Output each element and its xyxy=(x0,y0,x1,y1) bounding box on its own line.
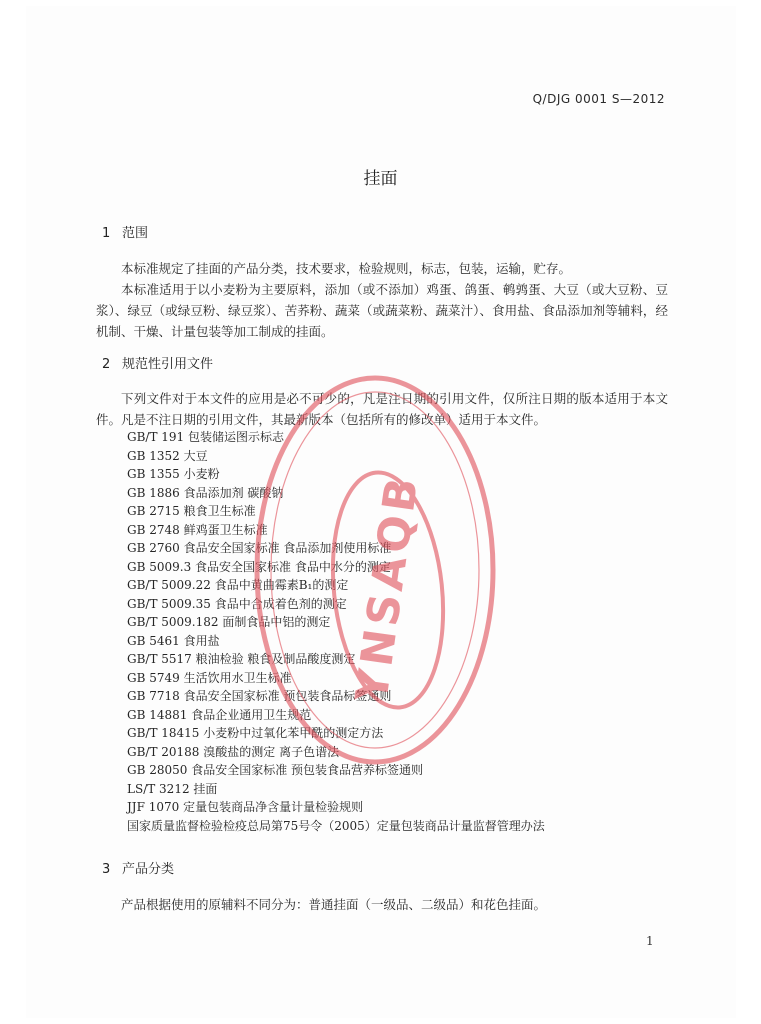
reference-item: 国家质量监督检验检疫总局第75号令（2005）定量包装商品计量监督管理办法 xyxy=(127,818,545,833)
paragraph: 下列文件对于本文件的应用是必不可少的，凡是注日期的引用文件，仅所注日期的版本适用于本文件。凡是不注日期的引用文件，其最新版本（包括所有的修改单）适用于本文件。 xyxy=(96,391,668,427)
reference-item: GB 2715 粮食卫生标准 xyxy=(127,504,256,518)
reference-list xyxy=(127,428,545,835)
document-title: 挂面 xyxy=(363,169,398,189)
section-title: 规范性引用文件 xyxy=(122,357,214,372)
reference-item: GB/T 5009.35 食品中合成着色剂的测定 xyxy=(127,596,347,611)
paragraph: 本标准规定了挂面的产品分类，技术要求，检验规则，标志，包装，运输，贮存。 xyxy=(121,261,572,276)
reference-item: GB/T 191 包装储运图示标志 xyxy=(127,430,284,444)
reference-item: GB 5461 食用盐 xyxy=(127,633,220,648)
section-number: 1 xyxy=(102,226,111,241)
reference-item: GB/T 5517 粮油检验 粮食及制品酸度测定 xyxy=(127,652,356,666)
reference-item: GB 5749 生活饮用水卫生标准 xyxy=(127,670,292,685)
reference-item: GB 28050 食品安全国家标准 预包装食品营养标签通则 xyxy=(127,763,424,777)
reference-item: GB 1355 小麦粉 xyxy=(127,467,220,481)
section-2-heading xyxy=(102,353,213,372)
reference-item: GB 2748 鲜鸡蛋卫生标准 xyxy=(127,522,268,537)
reference-item: JJF 1070 定量包装商品净含量计量检验规则 xyxy=(127,800,364,814)
reference-item: GB 1352 大豆 xyxy=(127,448,208,463)
section-number: 2 xyxy=(102,357,111,372)
section-number: 3 xyxy=(102,862,111,877)
section-2-body xyxy=(96,388,668,430)
reference-item: GB/T 18415 小麦粉中过氧化苯甲酰的测定方法 xyxy=(127,726,384,740)
reference-item: GB 5009.3 食品安全国家标准 食品中水分的测定 xyxy=(127,559,391,574)
paragraph: 本标准适用于以小麦粉为主要原料，添加（或不添加）鸡蛋、鸽蛋、鹌鹑蛋、大豆（或大豆粉、豆浆）、绿豆（或绿豆粉、绿豆浆）、苦荞粉、蔬菜（或蔬菜粉、蔬菜汁）、食用盐、食品添加剂等辅料，经机制、干燥、计量包装等加工制成的挂面。 xyxy=(96,282,668,339)
section-1-heading xyxy=(102,222,148,241)
section-title: 产品分类 xyxy=(122,862,175,877)
section-3-heading xyxy=(102,858,174,877)
reference-item: GB 14881 食品企业通用卫生规范 xyxy=(127,707,312,722)
page-number: 1 xyxy=(646,934,654,948)
reference-item: GB 2760 食品安全国家标准 食品添加剂使用标准 xyxy=(127,541,392,555)
reference-item: GB/T 20188 溴酸盐的测定 离子色谱法 xyxy=(127,744,340,759)
reference-item: GB 1886 食品添加剂 碳酸钠 xyxy=(127,485,284,500)
reference-item: LS/T 3212 挂面 xyxy=(127,781,218,796)
section-1-body xyxy=(96,258,668,342)
paragraph: 产品根据使用的原辅料不同分为：普通挂面（一级品、二级品）和花色挂面。 xyxy=(121,897,547,912)
stamp-text: YNSAQB xyxy=(346,470,429,706)
section-title: 范围 xyxy=(122,226,149,241)
reference-item: GB/T 5009.22 食品中黄曲霉素B₁的测定 xyxy=(127,578,349,592)
reference-item: GB/T 5009.182 面制食品中铝的测定 xyxy=(127,615,331,629)
section-3-body xyxy=(96,894,668,915)
standard-code: Q/DJG 0001 S—2012 xyxy=(532,92,665,106)
reference-item: GB 7718 食品安全国家标准 预包装食品标签通则 xyxy=(127,689,392,703)
